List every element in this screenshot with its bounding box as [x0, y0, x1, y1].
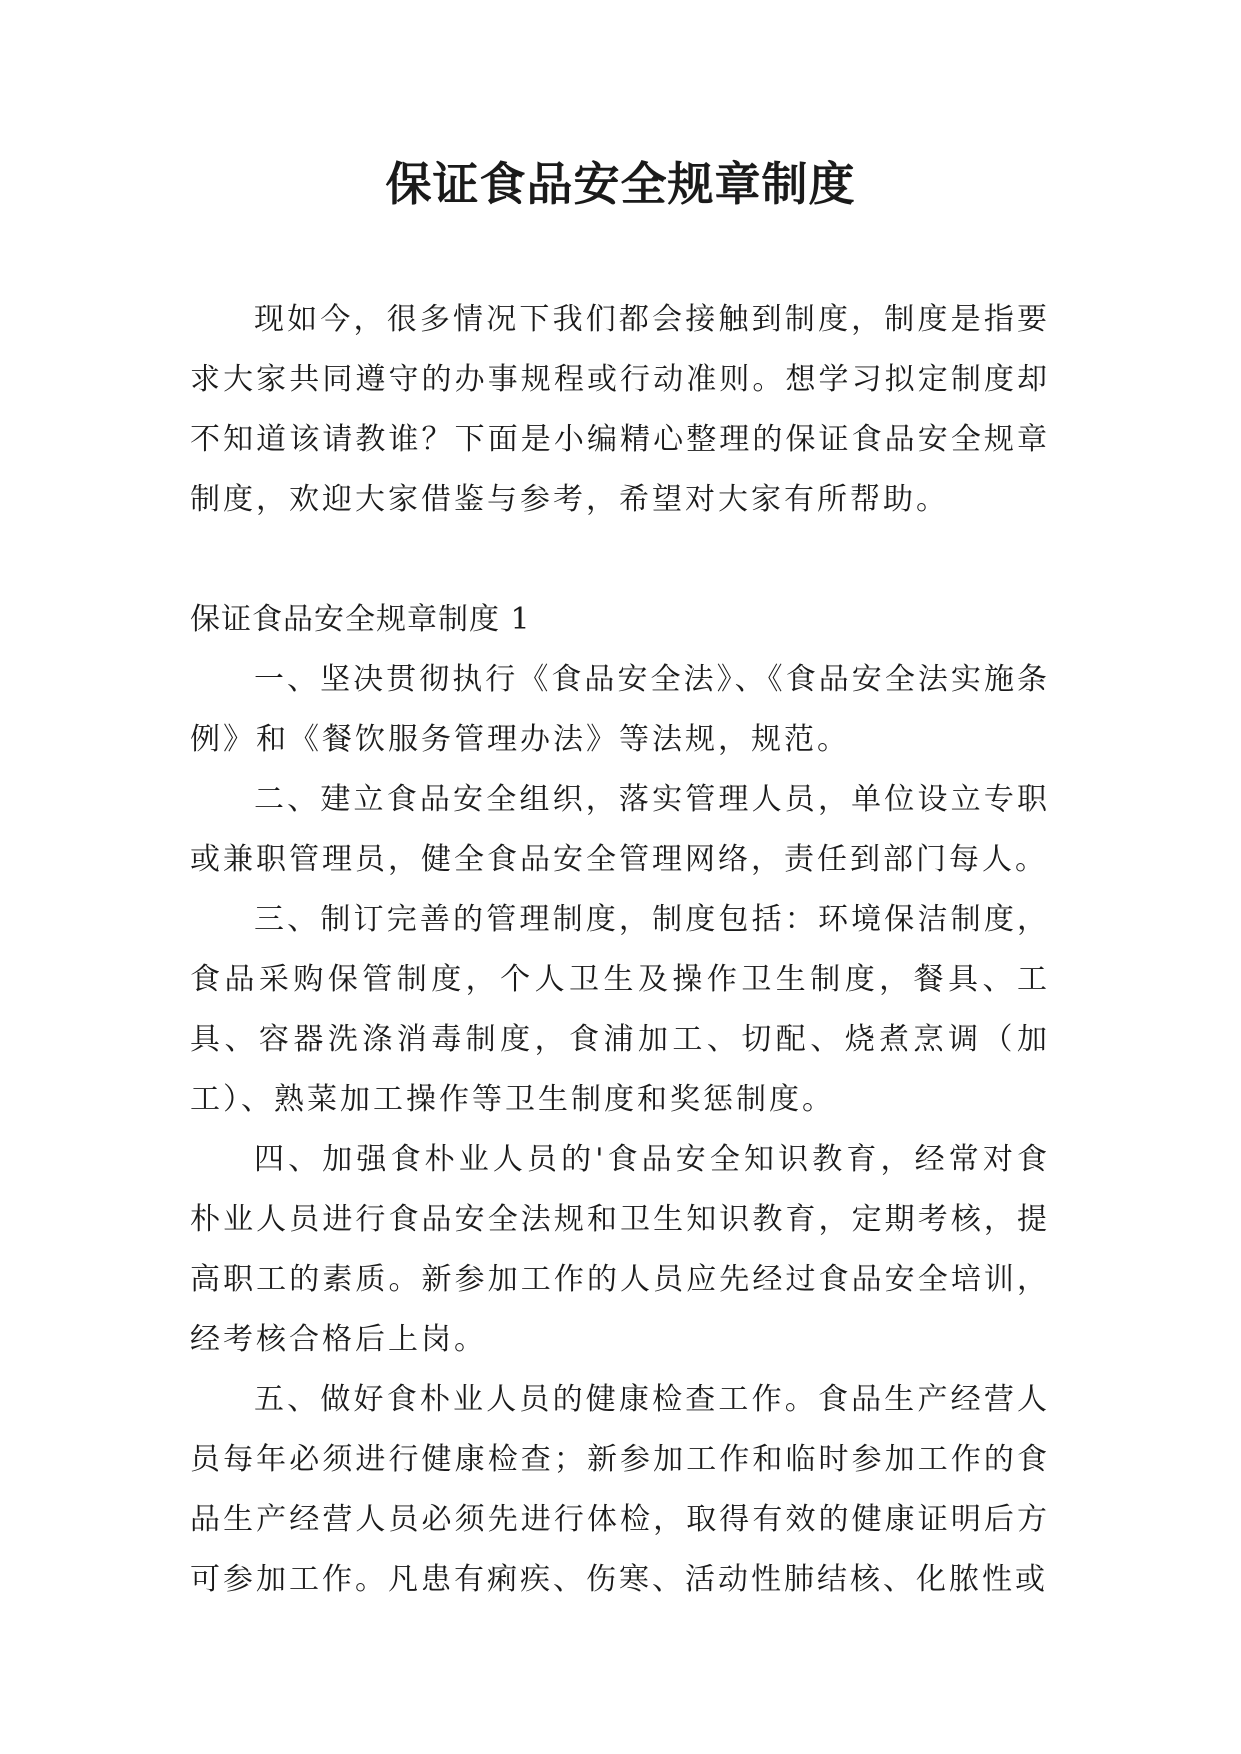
clause-paragraph-2: 二、建立食品安全组织，落实管理人员，单位设立专职或兼职管理员，健全食品安全管理网络，责任到部门每人。	[190, 782, 1050, 877]
section-heading: 保证食品安全规章制度 1	[190, 602, 531, 637]
paragraph-gap	[190, 530, 1050, 590]
clause-paragraph-1: 一、坚决贯彻执行《食品安全法》、《食品安全法实施条例》和《餐饮服务管理办法》等法规，规范。	[190, 662, 1050, 757]
clause-paragraph-5: 五、做好食朴业人员的健康检查工作。食品生产经营人员每年必须进行健康检查；新参加工作和临时参加工作的食品生产经营人员必须先进行体检，取得有效的健康证明后方可参加工作。凡患有痢疾、伤寒、活动性肺结核、化脓性或	[190, 1382, 1050, 1597]
document-title: 保证食品安全规章制度	[385, 157, 856, 211]
clause-paragraph-3: 三、制订完善的管理制度，制度包括：环境保洁制度，食品采购保管制度，个人卫生及操作卫生制度，餐具、工具、容器洗涤消毒制度，食浦加工、切配、烧煮烹调（加工）、熟菜加工操作等卫生制度和奖惩制度。	[190, 902, 1050, 1117]
clause-paragraph-4: 四、加强食朴业人员的'食品安全知识教育，经常对食朴业人员进行食品安全法规和卫生知识教育，定期考核，提高职工的素质。新参加工作的人员应先经过食品安全培训，经考核合格后上岗。	[190, 1142, 1050, 1357]
document-body	[190, 290, 1050, 1610]
intro-paragraph: 现如今，很多情况下我们都会接触到制度，制度是指要求大家共同遵守的办事规程或行动准则。想学习拟定制度却不知道该请教谁？下面是小编精心整理的保证食品安全规章制度，欢迎大家借鉴与参考，希望对大家有所帮助。	[190, 302, 1050, 517]
